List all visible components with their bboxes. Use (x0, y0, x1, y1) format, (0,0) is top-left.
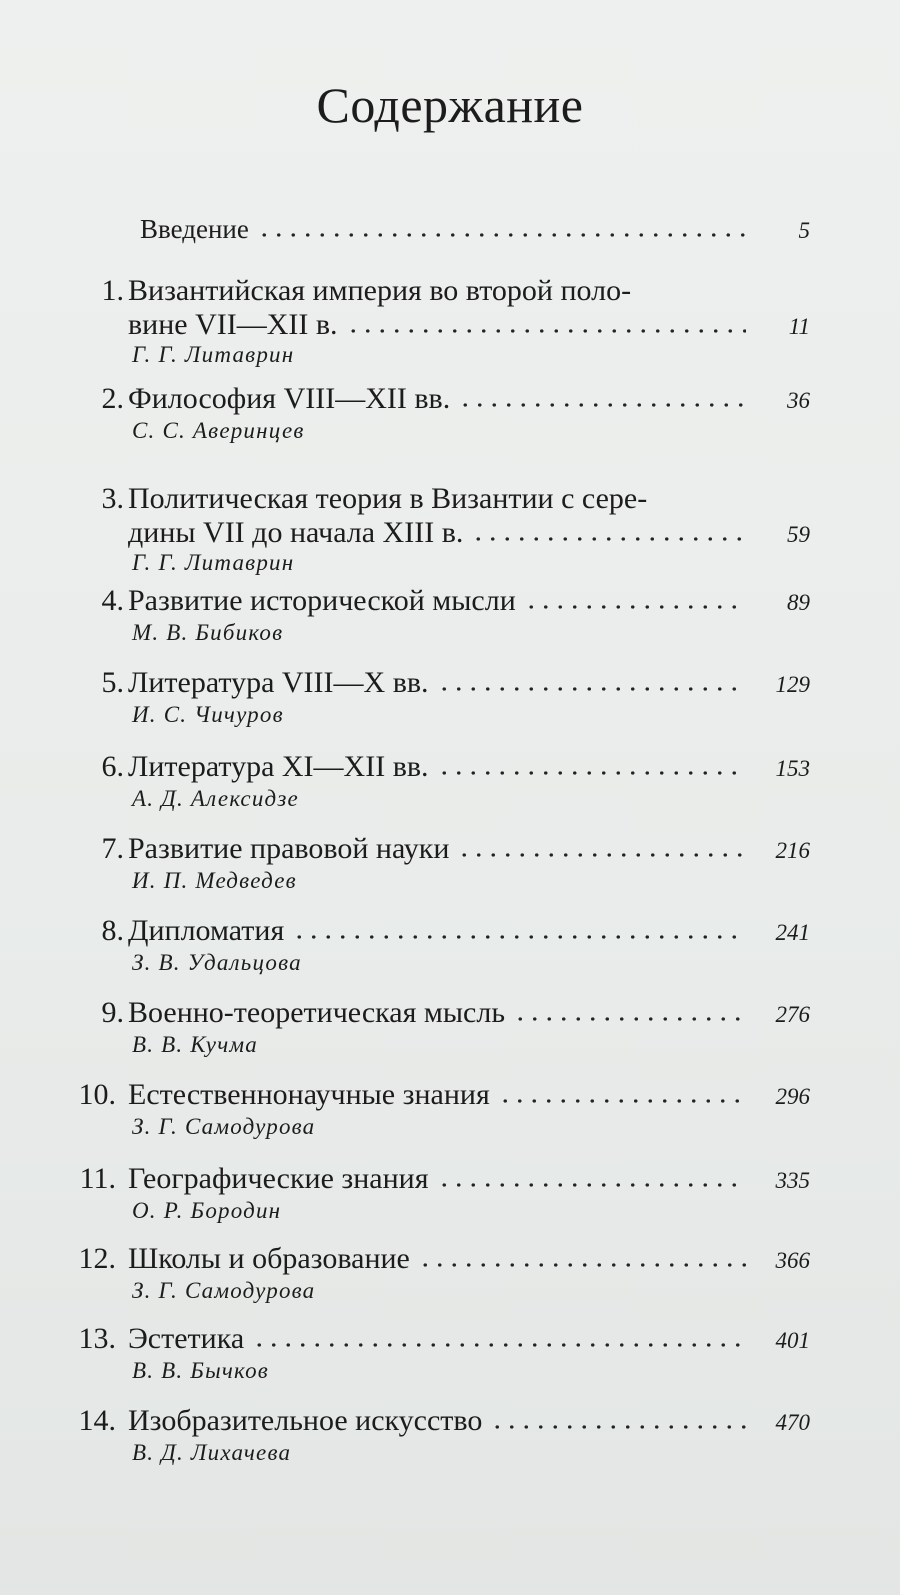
leader-dots (292, 933, 746, 941)
page-number: 335 (775, 1168, 810, 1193)
entry-title: Естественнонаучные знания (128, 1078, 490, 1111)
entry-number: 9. (101, 996, 124, 1029)
entry-number: 11. (79, 1162, 116, 1195)
entry-author: З. Г. Самодурова (132, 1114, 316, 1139)
page-number: 129 (775, 672, 810, 697)
entry-title: Литература XI—XII вв. (128, 750, 429, 783)
leader-dots (457, 851, 746, 859)
entry-title: Византийская империя во второй поло- (128, 274, 632, 307)
leader-dots (252, 1341, 746, 1349)
page-number: 296 (775, 1084, 810, 1109)
entry-line (128, 1316, 810, 1356)
entry-title: Развитие исторической мысли (128, 584, 516, 617)
page-number: 366 (775, 1248, 810, 1273)
page-number: 11 (788, 314, 810, 339)
entry-line (128, 510, 810, 550)
entry-author: З. В. Удальцова (132, 950, 302, 975)
entry-number: 8. (101, 914, 124, 947)
entry-line (128, 1072, 810, 1112)
entry-author: В. Д. Лихачева (132, 1440, 292, 1465)
entry-number: 14. (78, 1404, 116, 1437)
leader-dots (458, 401, 746, 409)
leader-dots (524, 603, 746, 611)
leader-dots (346, 327, 746, 335)
entry-line (128, 302, 810, 342)
entry-author: И. С. Чичуров (132, 702, 284, 727)
entry-author: О. Р. Бородин (132, 1198, 282, 1223)
entry-title: дины VII до начала XIII в. (128, 516, 464, 549)
entry-number: 2. (101, 382, 124, 415)
leader-dots (437, 1181, 746, 1189)
entry-line (128, 660, 810, 700)
page-number: 241 (775, 920, 810, 945)
entry-title: Философия VIII—XII вв. (128, 382, 451, 415)
entry-author: И. П. Медведев (132, 868, 297, 893)
entry-line (128, 1156, 810, 1196)
page-number: 36 (787, 388, 810, 413)
entry-number: 7. (101, 832, 124, 865)
entry-author: А. Д. Алексидзе (132, 786, 299, 811)
entry-number: 5. (101, 666, 124, 699)
entry-title: Изобразительное искусство (128, 1404, 483, 1437)
leader-dots (471, 535, 746, 543)
entry-number: 12. (78, 1242, 116, 1275)
page-number: 470 (775, 1410, 810, 1435)
entry-title: Литература VIII—X вв. (128, 666, 429, 699)
entry-number: 4. (101, 584, 124, 617)
entry-number: 10. (78, 1078, 116, 1111)
page-number: 89 (787, 590, 810, 615)
entry-title: Военно-теоретическая мысль (128, 996, 506, 1029)
leader-dots (513, 1015, 746, 1023)
page-number: 401 (775, 1328, 810, 1353)
entry-author: Г. Г. Литаврин (132, 342, 295, 367)
entry-title: Школы и образование (128, 1242, 410, 1275)
entry-title: вине VII—XII в. (128, 308, 338, 341)
entry-line (128, 578, 810, 618)
leader-dots (490, 1423, 746, 1431)
entry-line (128, 990, 810, 1030)
entry-line (128, 1236, 810, 1276)
entry-author: Г. Г. Литаврин (132, 550, 295, 575)
leader-dots (437, 769, 746, 777)
entry-title: Развитие правовой науки (128, 832, 450, 865)
page-number: 5 (798, 218, 810, 243)
entry-line (128, 908, 810, 948)
entry-line (128, 376, 810, 416)
leader-dots (498, 1097, 746, 1105)
entry-title: Эстетика (128, 1322, 245, 1355)
entry-author: В. В. Бычков (132, 1358, 269, 1383)
entry-line (128, 1398, 810, 1438)
entry-line (128, 826, 810, 866)
entry-title: Дипломатия (128, 914, 285, 947)
page-number: 216 (775, 838, 810, 863)
entry-number: 6. (101, 750, 124, 783)
entry-author: М. В. Бибиков (132, 620, 284, 645)
entry-title: Географические знания (128, 1162, 429, 1195)
page-number: 59 (787, 522, 810, 547)
leader-dots (257, 231, 746, 239)
leader-dots (418, 1261, 746, 1269)
entry-line (140, 206, 810, 246)
page-number: 153 (775, 756, 810, 781)
entry-author: С. С. Аверинцев (132, 418, 305, 443)
entry-author: З. Г. Самодурова (132, 1278, 316, 1303)
entry-title: Введение (140, 214, 249, 244)
entry-number: 3. (101, 482, 124, 515)
entry-title: Политическая теория в Византии с сере- (128, 482, 648, 515)
page-number: 276 (775, 1002, 810, 1027)
leader-dots (437, 685, 746, 693)
entry-author: В. В. Кучма (132, 1032, 258, 1057)
page-title: Содержание (316, 77, 584, 133)
entry-number: 13. (78, 1322, 116, 1355)
entry-line (128, 744, 810, 784)
entry-number: 1. (101, 274, 124, 307)
